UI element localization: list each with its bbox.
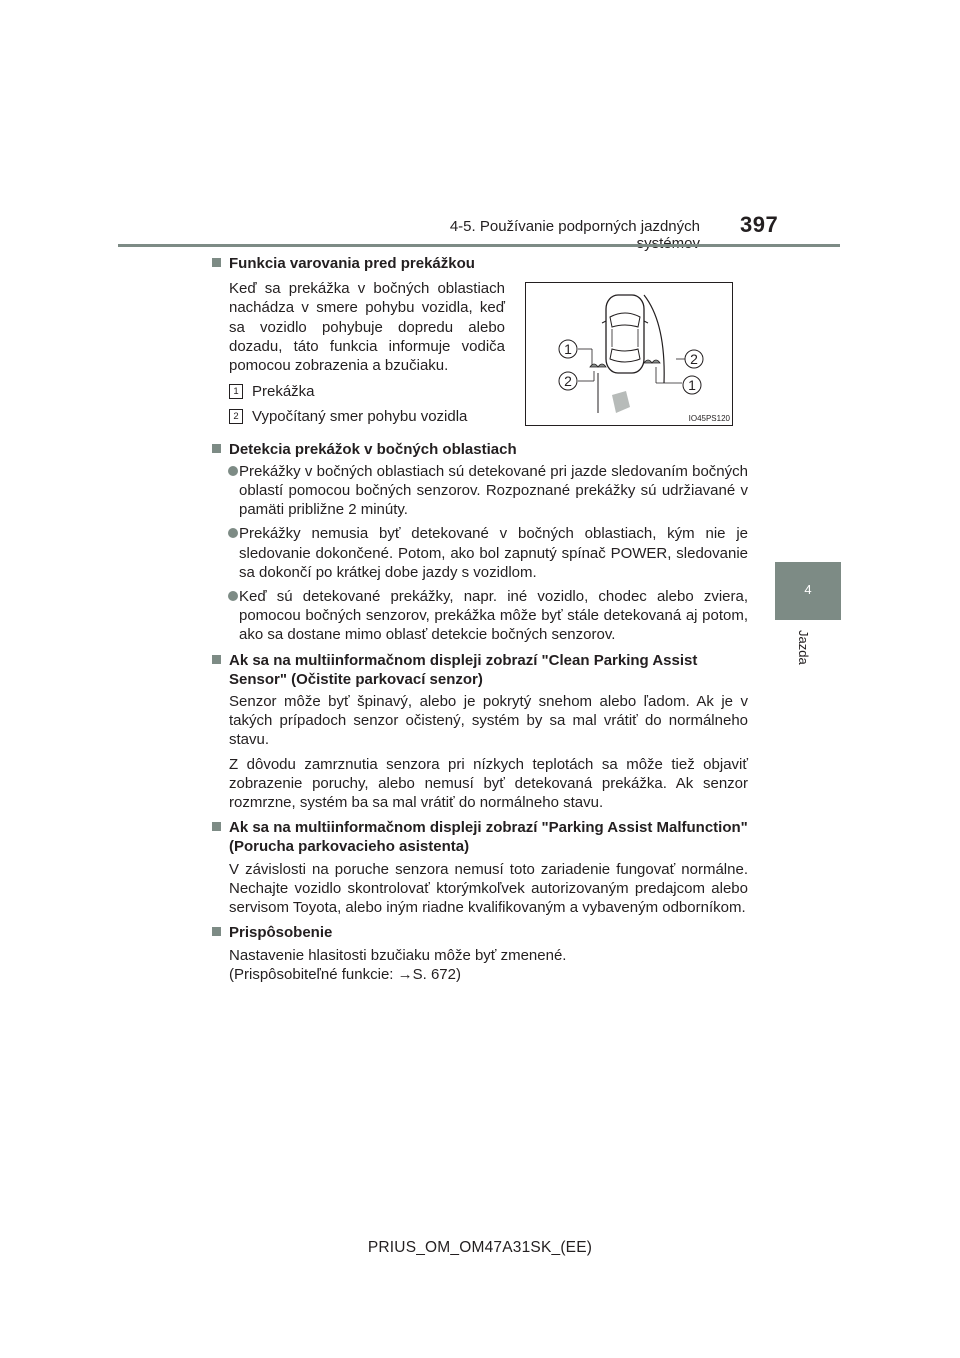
header-divider [118, 244, 840, 247]
chapter-tab[interactable] [775, 562, 841, 620]
bullet-item: Keď sú detekované prekážky, napr. iné vozidlo, chodec alebo zviera, pomocou bočných senzorov, prekážka môže byť stále detekovaná aj potom, ako sa dostane mimo oblasť detekcie bočných senzorov. [212, 587, 748, 645]
page-content [212, 250, 748, 984]
bullet-dot-icon [228, 591, 238, 601]
document-id: PRIUS_OM_OM47A31SK_(EE) [367, 1239, 593, 1256]
bullet-item: Prekážky v bočných oblastiach sú detekované pri jazde sledovaním bočných oblastí pomocou bočných senzorov. Rozpoznané prekážky sú udržiavané v pamäti približne 2 minúty. [212, 462, 748, 520]
cross-reference[interactable]: (Prispôsobiteľné funkcie: →S. 672) [229, 965, 461, 983]
section-title: 4-5. Používanie podporných jazdných [449, 218, 700, 235]
section-paragraph: Senzor môže byť špinavý, alebo je pokrytý snehom alebo ľadom. Ak je v takých prípadoch senzor očistený, systém by sa mal vrátiť do normálneho stavu. [229, 693, 748, 749]
square-bullet-icon [212, 258, 221, 267]
figure-code: IO45PS120 [688, 414, 730, 423]
legend-item: 1 Prekážka [212, 382, 748, 401]
chapter-number: 4 [804, 582, 812, 597]
square-bullet-icon [212, 655, 221, 664]
section-heading: Prispôsobenie [212, 923, 748, 942]
square-bullet-icon [212, 444, 221, 453]
section-heading: Ak sa na multiinformačnom displeji zobrazí "Parking Assist Malfunction" (Porucha parkovacieho asistenta) [212, 818, 748, 856]
chapter-label: Jazda [796, 630, 811, 665]
section-heading: Funkcia varovania pred prekážkou [212, 254, 748, 273]
square-bullet-icon [212, 927, 221, 936]
number-badge-icon: 1 [229, 384, 243, 399]
bullet-dot-icon [228, 528, 238, 538]
bullet-dot-icon [228, 466, 238, 476]
page-number: 397 [740, 212, 779, 237]
section-paragraph: Z dôvodu zamrznutia senzora pri nízkych teplotách sa môže tiež objaviť zobrazenie poruchy, alebo nemusí byť detekovaná prekážka. Ak senzor rozmrzne, systém ba sa mal vrátiť do normálneho stavu. [229, 755, 748, 812]
callout-1-left: 1 [564, 341, 572, 357]
square-bullet-icon [212, 822, 221, 831]
section-paragraph: Nastavenie hlasitosti bzučiaku môže byť zmenené. [229, 946, 567, 964]
section-paragraph: Keď sa prekážka v bočných oblastiach nachádza v smere pohybu vozidla, keď sa vozidlo pohybuje dopredu alebo dozadu, táto funkcia informuje vodiča pomocou zobrazenia a bzučiaku. [229, 280, 505, 375]
callout-2-right: 2 [690, 351, 698, 367]
callout-1-right: 1 [688, 377, 696, 393]
section-heading: Detekcia prekážok v bočných oblastiach [212, 440, 748, 459]
callout-2-left: 2 [564, 373, 572, 389]
bullet-item: Prekážky nemusia byť detekované v bočných oblastiach, kým nie je sledovanie dokončené. Potom, ako bol zapnutý spínač POWER, sledovanie sa dokončí po krátkej dobe jazdy s vozidlom. [212, 524, 748, 582]
number-badge-icon: 2 [229, 409, 243, 424]
section-heading: Ak sa na multiinformačnom displeji zobrazí "Clean Parking Assist Sensor" (Očistite parkovací senzor) [212, 651, 748, 689]
legend-item: 2 Vypočítaný smer pohybu vozidla [212, 407, 748, 426]
section-paragraph: V závislosti na poruche senzora nemusí toto zariadenie fungovať normálne. Nechajte vozidlo skontrolovať ktorýmkoľvek autorizovaným predajcom alebo servisom Toyota, alebo iným riadne kvalifikovaným a vybaveným odborníkom. [229, 860, 748, 917]
